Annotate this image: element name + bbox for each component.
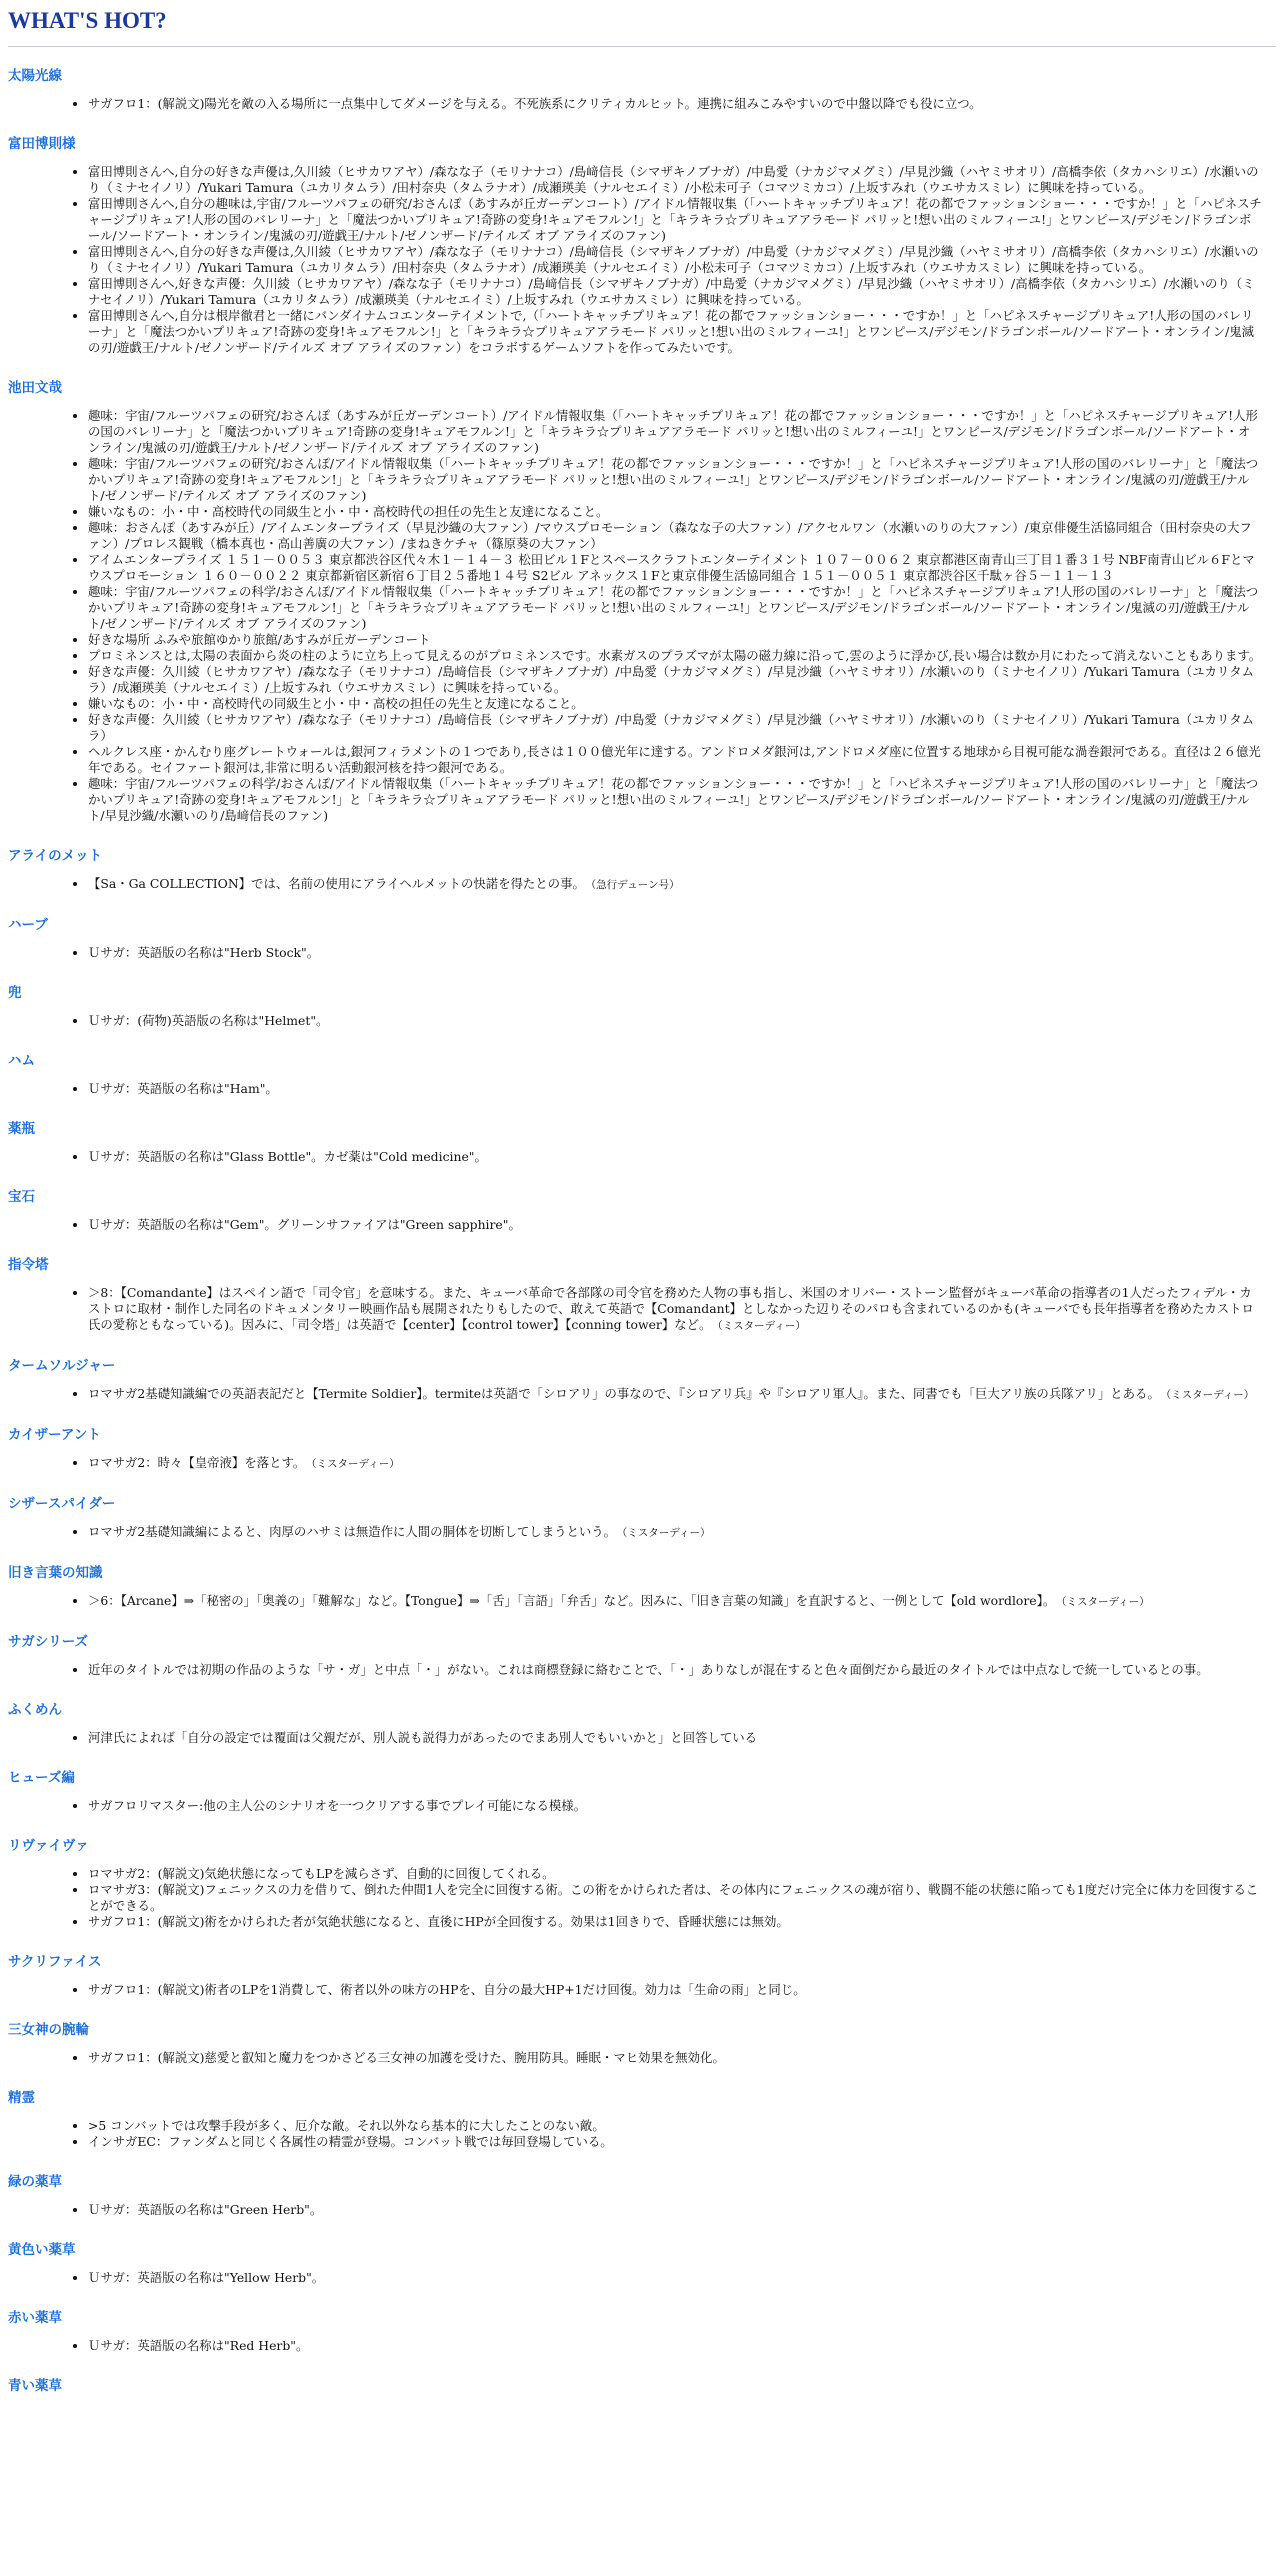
list-item <box>88 1149 1262 1165</box>
item-text: 【Sa・Ga COLLECTION】では、名前の使用にアライヘルメットの快諾を得たとの事。 <box>88 876 585 891</box>
section <box>8 1561 1276 1610</box>
list-item <box>88 632 1262 648</box>
list-item <box>88 96 1262 112</box>
item-attribution: （ミスターディー） <box>717 1320 806 1332</box>
item-text: ロマサガ2基礎知識編での英語表記だと【Termite Soldier】。termiteは英語で「シロアリ」の事なので、『シロアリ兵』や『シロアリ軍人』。また、同書でも「巨大アリ族の兵隊アリ」とある。 <box>88 1386 1160 1401</box>
list-item <box>88 648 1262 664</box>
list-item <box>88 664 1262 696</box>
item-list <box>8 876 1276 893</box>
item-text: Ｕサガ：(荷物)英語版の名称は"Helmet"。 <box>88 1013 329 1028</box>
list-item <box>88 876 1262 893</box>
section-heading[interactable]: ふくめん <box>8 1702 62 1718</box>
section <box>8 913 1276 961</box>
list-item <box>88 584 1262 632</box>
section <box>8 1253 1276 1334</box>
item-text: 富田博則さんへ,好きな声優：久川綾（ヒサカワアヤ）/森なな子（モリナナコ）/島﨑信長（シマザキノブナガ）/中島愛（ナカジマメグミ）/早見沙織（ハヤミサオリ）/高橋李依（タカハシリエ）/水瀬いのり（ミナセイノリ）/Yukari Tamura（ユカリタムラ）/成瀬瑛美（ナルセエイミ）/上坂すみれ（ウエサカスミレ）に興味を持っている。 <box>88 276 1255 307</box>
section-heading[interactable]: 旧き言葉の知識 <box>8 1565 103 1581</box>
item-text: ＞6：【Arcane】⇒「秘密の」「奥義の」「難解な」など。【Tongue】⇒「舌」「言語」「弁舌」など。因みに、「旧き言葉の知識」を直訳すると、一例として【old wordlore】。 <box>88 1593 1056 1608</box>
list-item <box>88 1662 1262 1678</box>
section <box>8 1117 1276 1165</box>
item-text: Ｕサガ：英語版の名称は"Green Herb"。 <box>88 2202 323 2217</box>
list-item <box>88 196 1262 244</box>
section-heading[interactable]: 青い薬草 <box>8 2378 62 2394</box>
item-text: ＞8：【Comandante】はスペイン語で「司令官」を意味する。また、キューバ革命で各部隊の司令官を務めた人物の事も指し、米国のオリバー・ストーン監督がキューバ革命の指導者の1人だったフィデル・カストロに取材・制作した同名のドキュメンタリー映画作品も展開されたりもしたので、敢えて英語で【Comandant】としなかった辺りそのパロも含まれているのかも(キューバでも長年指導者を務めたカストロ氏の愛称ともなっている)。因みに、「司令塔」は英語で【center】【control tower】【conning tower】など。 <box>88 1285 1254 1332</box>
list-item <box>88 776 1262 824</box>
item-text: 嫌いなもの：小・中・高校時代の同級生と小・中・高校の担任の先生と友達になること。 <box>88 696 584 711</box>
item-attribution: （ミスターディー） <box>311 1458 400 1470</box>
item-text: Ｕサガ：英語版の名称は"Gem"。グリーンサファイアは"Green sapphire"。 <box>88 1217 521 1232</box>
list-item <box>88 1386 1262 1403</box>
item-attribution: （ミスターディー） <box>622 1527 711 1539</box>
item-list <box>8 1285 1276 1334</box>
item-text: Ｕサガ：英語版の名称は"Yellow Herb"。 <box>88 2270 325 2285</box>
section-heading[interactable]: 赤い薬草 <box>8 2310 62 2326</box>
list-item <box>88 308 1262 356</box>
section-heading[interactable]: 薬瓶 <box>8 1121 35 1137</box>
item-text: Ｕサガ：英語版の名称は"Herb Stock"。 <box>88 945 320 960</box>
item-list <box>8 1013 1276 1029</box>
section-heading[interactable]: ハーブ <box>8 917 48 933</box>
item-text: 趣味：宇宙/フルーツパフェの研究/おさんぽ（あすみが丘ガーデンコート）/アイドル情報収集（「ハートキャッチプリキュア！花の都でファッションショー・・・ですか！」と「ハピネスチャージプリキュア!人形の国のバレリーナ」と「魔法つかいプリキュア!奇跡の変身!キュアモフルン!」と「キラキラ☆プリキュアアラモード パリッと!想い出のミルフィーユ!」とワンピース/デジモン/ドラゴンボール/ソードアート・オンライン/鬼滅の刃/遊戯王/ナルト/ゼノンザード/テイルズ オブ アライズのファン) <box>88 408 1258 455</box>
section-heading[interactable]: ハム <box>8 1053 35 1069</box>
section-heading[interactable]: 精霊 <box>8 2090 35 2106</box>
list-item <box>88 1455 1262 1472</box>
list-item <box>88 696 1262 712</box>
item-attribution: （ミスターディー） <box>1061 1596 1150 1608</box>
section-heading[interactable]: 富田博則様 <box>8 136 76 152</box>
list-item <box>88 1982 1262 1998</box>
item-text: ロマサガ2：(解説文)気絶状態になってもLPを減らさず、自動的に回復してくれる。 <box>88 1866 555 1881</box>
item-text: 好きな声優：久川綾（ヒサカワアヤ）/森なな子（モリナナコ）/島﨑信長（シマザキノブナガ）/中島愛（ナカジマメグミ）/早見沙織（ハヤミサオリ）/水瀬いのり（ミナセイノリ）/Yukari Tamura（ユカリタムラ） <box>88 712 1255 743</box>
item-text: 趣味：おさんぽ（あすみが丘）/アイムエンタープライズ（早見沙織の大ファン）/マウスプロモーション（森なな子の大ファン）/アクセルワン（水瀬いのりの大ファン）/東京俳優生活協同組合（田村奈央の大ファン）/プロレス観戦（橋本真也・高山善廣の大ファン）/まねきケチャ（篠原葵の大ファン） <box>88 520 1252 551</box>
section-heading[interactable]: リヴァイヴァ <box>8 1838 89 1854</box>
section <box>8 2374 1276 2394</box>
item-text: 富田博則さんへ,自分の好きな声優は,久川綾（ヒサカワアヤ）/森なな子（モリナナコ）/島﨑信長（シマザキノブナガ）/中島愛（ナカジマメグミ）/早見沙織（ハヤミサオリ）/高橋李依（タカハシリエ）/水瀬いのり（ミナセイノリ）/Yukari Tamura（ユカリタムラ）/田村奈央（タムラナオ）/成瀬瑛美（ナルセエイミ）/小松未可子（コマツミカコ）/上坂すみれ（ウエサカスミレ）に興味を持っている。 <box>88 244 1259 275</box>
section <box>8 844 1276 893</box>
list-item <box>88 945 1262 961</box>
item-list <box>8 1866 1276 1930</box>
list-item <box>88 276 1262 308</box>
section-heading[interactable]: 池田文哉 <box>8 380 62 396</box>
item-text: 嫌いなもの：小・中・高校時代の同級生と小・中・高校時代の担任の先生と友達になること。 <box>88 504 609 519</box>
section <box>8 1766 1276 1814</box>
list-item <box>88 1524 1262 1541</box>
item-list <box>8 1455 1276 1472</box>
list-item <box>88 2338 1262 2354</box>
item-list <box>8 2050 1276 2066</box>
item-text: アイムエンタープライズ １５１－００５３ 東京都渋谷区代々木１－１４－３ 松田ビル１Fとスペースクラフトエンターテイメント １０７－００６２ 東京都港区南青山三丁目１番３１号 NBF南青山ビル６Fとマウスプロモーション １６０－００２２ 東京都新宿区新宿６丁目２５番地１４号 S2ビル アネックス１Fと東京俳優生活協同組合 １５１－００５１ 東京都渋谷区千駄ヶ谷５－１１－１３ <box>88 552 1255 583</box>
list-item <box>88 1285 1262 1334</box>
section <box>8 132 1276 356</box>
section <box>8 1049 1276 1097</box>
list-item <box>88 408 1262 456</box>
section <box>8 2170 1276 2218</box>
list-item <box>88 244 1262 276</box>
section-heading[interactable]: タームソルジャー <box>8 1358 116 1374</box>
list-item <box>88 1081 1262 1097</box>
list-item <box>88 520 1262 552</box>
item-text: 富田博則さんへ,自分の趣味は,宇宙/フルーツパフェの研究/おさんぽ（あすみが丘ガーデンコート）/アイドル情報収集（「ハートキャッチプリキュア！花の都でファッションショー・・・ですか！」と「ハピネスチャージプリキュア!人形の国のバレリーナ」と「魔法つかいプリキュア!奇跡の変身!キュアモフルン!」と「キラキラ☆プリキュアアラモード パリッと!想い出のミルフィーユ!」とワンピース/デジモン/ドラゴンボール/ソードアート・オンライン/鬼滅の刃/遊戯王/ナルト/ゼノンザード/テイルズ オブ アライズのファン) <box>88 196 1262 243</box>
section-heading[interactable]: 三女神の腕輪 <box>8 2022 89 2038</box>
item-text: サガフロ1：(解説文)術をかけられた者が気絶状態になると、直後にHPが全回復する。効果は1回きりで、昏睡状態には無効。 <box>88 1914 789 1929</box>
item-text: ロマサガ2：時々【皇帝液】を落とす。 <box>88 1455 306 1470</box>
item-text: ロマサガ3：(解説文)フェニックスの力を借りて、倒れた仲間1人を完全に回復する術。この術をかけられた者は、その体内にフェニックスの魂が宿り、戦闘不能の状態に陥っても1度だけ完全に体力を回復することができる。 <box>88 1882 1259 1913</box>
list-item <box>88 744 1262 776</box>
item-list <box>8 945 1276 961</box>
section <box>8 2086 1276 2150</box>
item-text: ロマサガ2基礎知識編によると、肉厚のハサミは無造作に人間の胴体を切断してしまうという。 <box>88 1524 617 1539</box>
section-heading[interactable]: 宝石 <box>8 1189 35 1205</box>
section-heading[interactable]: シザースパイダー <box>8 1496 116 1512</box>
item-text: Ｕサガ：英語版の名称は"Red Herb"。 <box>88 2338 309 2353</box>
item-text: Ｕサガ：英語版の名称は"Glass Bottle"。カゼ薬は"Cold medicine"。 <box>88 1149 487 1164</box>
item-text: サガフロ1：(解説文)慈愛と叡知と魔力をつかさどる三女神の加護を受けた、腕用防具。睡眠・マヒ効果を無効化。 <box>88 2050 725 2065</box>
section <box>8 1834 1276 1930</box>
section-heading[interactable]: カイザーアント <box>8 1427 101 1443</box>
item-text: インサガEC：ファンダムと同じく各属性の精霊が登場。コンバット戦では毎回登場している。 <box>88 2134 613 2149</box>
item-text: 河津氏によれば「自分の設定では覆面は父親だが、別人説も説得力があったのでまあ別人でもいいかと」と回答している <box>88 1730 757 1745</box>
list-item <box>88 1217 1262 1233</box>
section <box>8 1423 1276 1472</box>
item-list <box>8 2270 1276 2286</box>
item-attribution: （ミスターディー） <box>1165 1389 1255 1401</box>
item-list <box>8 1524 1276 1541</box>
list-item <box>88 1730 1262 1746</box>
list-item <box>88 504 1262 520</box>
item-text: 趣味：宇宙/フルーツパフェの研究/おさんぽ/アイドル情報収集（「ハートキャッチプリキュア！花の都でファッションショー・・・ですか！」と「ハピネスチャージプリキュア!人形の国のバレリーナ」と「魔法つかいプリキュア!奇跡の変身!キュアモフルン!」と「キラキラ☆プリキュアアラモード パリッと!想い出のミルフィーユ!」とワンピース/デジモン/ドラゴンボール/ソードアート・オンライン/鬼滅の刃/遊戯王/ナルト/ゼノンザード/テイルズ オブ アライズのファン) <box>88 456 1259 503</box>
item-list <box>8 96 1276 112</box>
section-heading[interactable]: サクリファイス <box>8 1954 102 1970</box>
item-text: 好きな場所 ふみや旅館ゆかり旅館/あすみが丘ガーデンコート <box>88 632 431 647</box>
list-item <box>88 1914 1262 1930</box>
list-item <box>88 1013 1262 1029</box>
item-list <box>8 1217 1276 1233</box>
item-text: サガフロ1：(解説文)陽光を敵の入る場所に一点集中してダメージを与える。不死族系にクリティカルヒット。連携に組みこみやすいので中盤以降でも役に立つ。 <box>88 96 982 111</box>
section <box>8 2306 1276 2354</box>
list-item <box>88 2118 1262 2134</box>
list-item <box>88 1593 1262 1610</box>
list-item <box>88 712 1262 744</box>
item-list <box>8 1593 1276 1610</box>
item-list <box>8 1730 1276 1746</box>
section <box>8 1185 1276 1233</box>
item-list <box>8 2202 1276 2218</box>
item-text: 趣味：宇宙/フルーツパフェの科学/おさんぽ/アイドル情報収集（「ハートキャッチプリキュア！花の都でファッションショー・・・ですか！」と「ハピネスチャージプリキュア!人形の国のバレリーナ」と「魔法つかいプリキュア!奇跡の変身!キュアモフルン!」と「キラキラ☆プリキュアアラモード パリッと!想い出のミルフィーユ!」とワンピース/デジモン/ドラゴンボール/ソードアート・オンライン/鬼滅の刃/遊戯王/ナルト/ゼノンザード/テイルズ オブ アライズのファン) <box>88 584 1259 631</box>
section <box>8 2238 1276 2286</box>
item-text: プロミネンスとは,太陽の表面から炎の柱のように立ち上って見えるのがプロミネンスです。水素ガスのプラズマが太陽の磁力線に沿って,雲のように浮かび,長い場合は数か月にわたって消えないこともあります。 <box>88 648 1262 663</box>
list-item <box>88 2134 1262 2150</box>
item-list <box>8 164 1276 356</box>
section-heading[interactable]: 太陽光線 <box>8 68 62 84</box>
list-item <box>88 164 1262 196</box>
item-text: Ｕサガ：英語版の名称は"Ham"。 <box>88 1081 278 1096</box>
section-list <box>8 64 1276 2394</box>
section-heading[interactable]: 黄色い薬草 <box>8 2242 76 2258</box>
item-text: ヘルクレス座・かんむり座グレートウォールは,銀河フィラメントの１つであり,長さは１００億光年に達する。アンドロメダ銀河は,アンドロメダ座に位置する地球から目視可能な渦巻銀河である。直径は２６億光年である。セイファート銀河は,非常に明るい活動銀河核を持つ銀河である。 <box>88 744 1261 775</box>
section-heading[interactable]: 指令塔 <box>8 1257 49 1273</box>
item-list <box>8 2118 1276 2150</box>
item-list <box>8 408 1276 824</box>
section <box>8 1950 1276 1998</box>
section <box>8 1492 1276 1541</box>
item-text: サガフロリマスター:他の主人公のシナリオを一つクリアする事でプレイ可能になる模様。 <box>88 1798 587 1813</box>
item-list <box>8 1798 1276 1814</box>
list-item <box>88 456 1262 504</box>
section <box>8 64 1276 112</box>
section <box>8 2018 1276 2066</box>
item-text: 富田博則さんへ,自分は根岸徹君と一緒にバンダイナムコエンターテイメントで,（「ハートキャッチプリキュア！花の都でファッションショー・・・ですか！」と「ハピネスチャージプリキュア!人形の国のバレリーナ」と「魔法つかいプリキュア!奇跡の変身!キュアモフルン!」と「キラキラ☆プリキュアアラモード パリッと!想い出のミルフィーユ!」とワンピース/デジモン/ドラゴンボール/ソードアート・オンライン/鬼滅の刃/遊戯王/ナルト/ゼノンザード/テイルズ オブ アライズのファン）をコラボするゲームソフトを作ってみたいです。 <box>88 308 1255 355</box>
list-item <box>88 2050 1262 2066</box>
item-attribution: （急行デューン号） <box>590 879 680 891</box>
item-list <box>8 1149 1276 1165</box>
page-title: WHAT'S HOT? <box>8 8 1276 47</box>
list-item <box>88 1798 1262 1814</box>
item-text: 近年のタイトルでは初期の作品のような「サ・ガ」と中点「・」がない。これは商標登録に絡むことで、「・」ありなしが混在すると色々面倒だから最近のタイトルでは中点なしで統一しているとの事。 <box>88 1662 1209 1677</box>
list-item <box>88 552 1262 584</box>
item-text: 好きな声優：久川綾（ヒサカワアヤ）/森なな子（モリナナコ）/島﨑信長（シマザキノブナガ）/中島愛（ナカジマメグミ）/早見沙織（ハヤミサオリ）/水瀬いのり（ミナセイノリ）/Yukari Tamura（ユカリタムラ）/成瀬瑛美（ナルセエイミ）/上坂すみれ（ウエサカスミレ）に興味を持っている。 <box>88 664 1255 695</box>
section <box>8 981 1276 1029</box>
item-text: >5 コンバットでは攻撃手段が多く、厄介な敵。それ以外なら基本的に大したことのない敵。 <box>88 2118 605 2133</box>
item-text: 趣味：宇宙/フルーツパフェの科学/おさんぽ/アイドル情報収集（「ハートキャッチプリキュア！花の都でファッションショー・・・ですか！」と「ハピネスチャージプリキュア!人形の国のバレリーナ」と「魔法つかいプリキュア!奇跡の変身!キュアモフルン!」と「キラキラ☆プリキュアアラモード パリッと!想い出のミルフィーユ!」とワンピース/デジモン/ドラゴンボール/ソードアート・オンライン/鬼滅の刃/遊戯王/ナルト/早見沙織/水瀬いのり/島﨑信長のファン) <box>88 776 1259 823</box>
item-text: サガフロ1：(解説文)術者のLPを1消費して、術者以外の味方のHPを、自分の最大HP+1だけ回復。効力は「生命の雨」と同じ。 <box>88 1982 806 1997</box>
item-list <box>8 1081 1276 1097</box>
item-list <box>8 1662 1276 1678</box>
section <box>8 1630 1276 1678</box>
item-list <box>8 1982 1276 1998</box>
section-heading[interactable]: サガシリーズ <box>8 1634 89 1650</box>
item-text: 富田博則さんへ,自分の好きな声優は,久川綾（ヒサカワアヤ）/森なな子（モリナナコ）/島﨑信長（シマザキノブナガ）/中島愛（ナカジマメグミ）/早見沙織（ハヤミサオリ）/高橋李依（タカハシリエ）/水瀬いのり（ミナセイノリ）/Yukari Tamura（ユカリタムラ）/田村奈央（タムラナオ）/成瀬瑛美（ナルセエイミ）/小松未可子（コマツミカコ）/上坂すみれ（ウエサカスミレ）に興味を持っている。 <box>88 164 1259 195</box>
list-item <box>88 2202 1262 2218</box>
list-item <box>88 1882 1262 1914</box>
section-heading[interactable]: アライのメット <box>8 848 103 864</box>
section <box>8 376 1276 824</box>
list-item <box>88 1866 1262 1882</box>
section <box>8 1698 1276 1746</box>
list-item <box>88 2270 1262 2286</box>
section-heading[interactable]: 緑の薬草 <box>8 2174 62 2190</box>
section-heading[interactable]: 兜 <box>8 985 22 1001</box>
section-heading[interactable]: ヒューズ編 <box>8 1770 75 1786</box>
section <box>8 1354 1276 1403</box>
item-list <box>8 1386 1276 1403</box>
item-list <box>8 2338 1276 2354</box>
